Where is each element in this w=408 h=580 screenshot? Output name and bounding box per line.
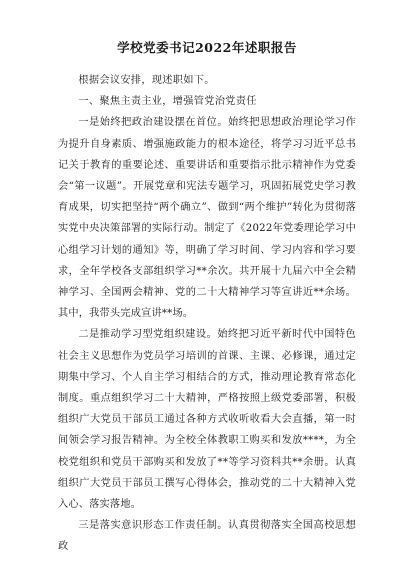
document-title: 学校党委书记2022年述职报告 <box>117 40 297 55</box>
paragraph-1: 一是始终把政治建设摆在首位。始终把思想政治理论学习作为提升自身素质、增强施政能力的根本途径，将学习习近平总书记关于教育的重要论述、重要讲话和重要指示批示精神作为党委会“第一议题”。开展党章和宪法专题学习，巩固拓展党史学习教育成果，切实把坚持“两个确立”、做到“两个维护”转化为贯彻落实党中央决策部署的实际行动。制定了《2022年党委理论学习中心组学习计划的通知》等，明确了学习时间、学习内容和学习要求，全年学校各支部组织学习**余次。共开展十九届六中全会精神学习、全国两会精神、党的二十大精神学习等宣讲近**余场。其中，我带头完成宣讲**场。 <box>58 117 356 320</box>
intro-text: 根据会议安排，现述职如下。 <box>78 75 215 86</box>
paragraph-3: 三是落实意识形态工作责任制。认真贯彻落实全国高校思想政 <box>58 520 356 553</box>
paragraph-2: 二是推动学习型党组织建设。始终把习近平新时代中国特色社会主义思想作为党员学习培训的首课、主课、必修课，通过定期集中学习、个人自主学习相结合的方式，推动理论教育常态化制度。重点组织学习二十大精神，严格按照上级党委部署，积极组织广大党员干部员工通过各种方式收听收看大会直播，第一时间领会学习报告精神。为全校全体教职工购买和发放****，为全校党组织和党员干部购买和发放了**等学习资料共**余册。认真组织广大党员干部员工撰写心得体会，推动党的二十大精神入党入心、落实落地。 <box>58 329 356 511</box>
section-heading: 一、聚焦主责主业，增强管党治党责任 <box>78 96 257 108</box>
